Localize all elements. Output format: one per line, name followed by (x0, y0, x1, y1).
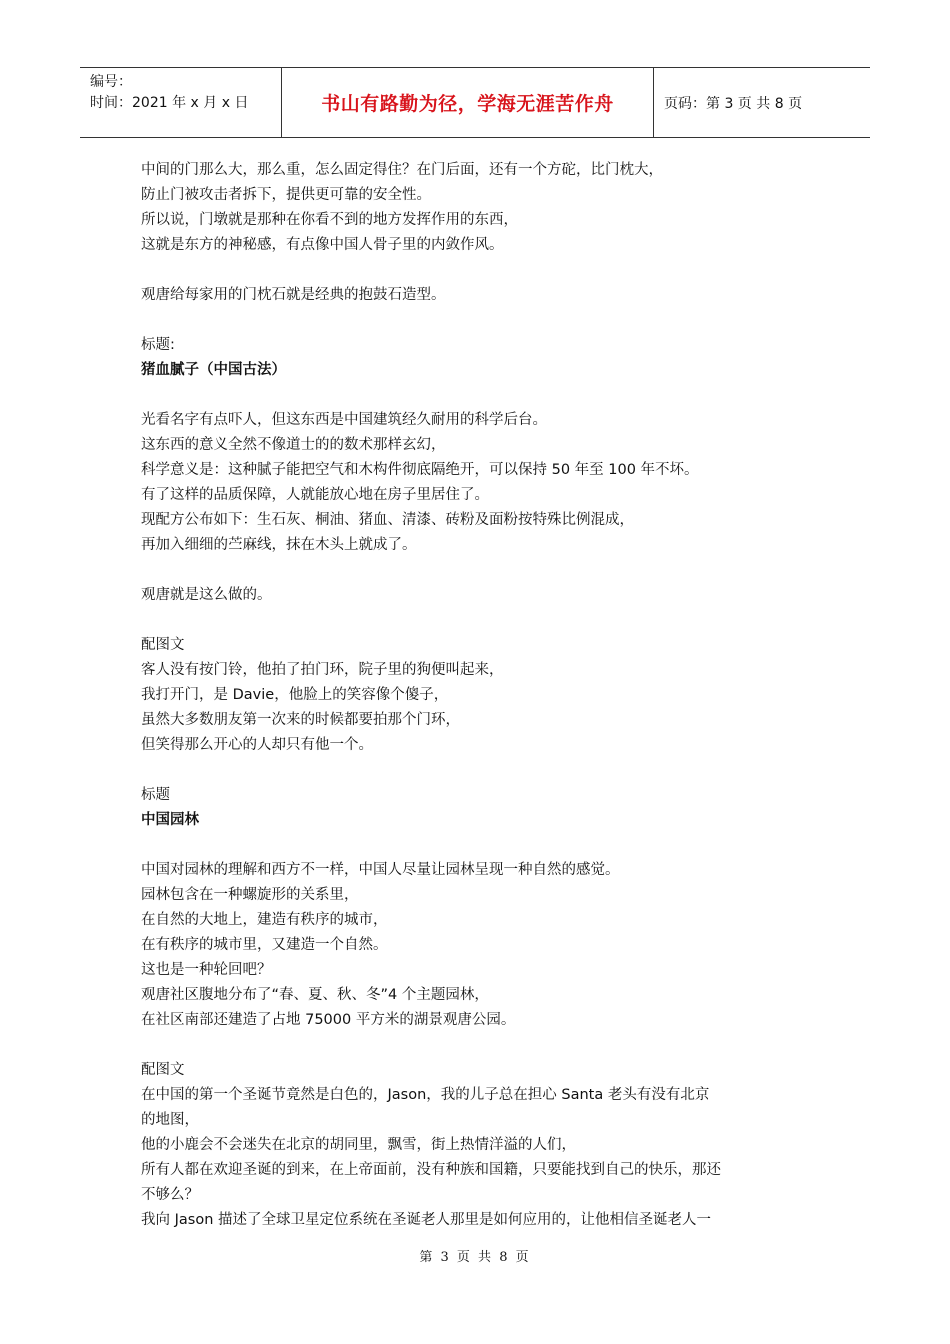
text-line: 这就是东方的神秘感，有点像中国人骨子里的内敛作风。 (141, 237, 504, 253)
document-body (141, 158, 821, 1233)
text-line: 观唐就是这么做的。 (141, 587, 272, 603)
caption-line: 客人没有按门铃，他拍了拍门环，院子里的狗便叫起来， (141, 662, 504, 678)
spacer (141, 308, 821, 333)
page-footer: 第 3 页 共 8 页 (419, 1250, 531, 1265)
spacer (141, 833, 821, 858)
section-title: 中国园林 (141, 812, 199, 828)
text-line: 现配方公布如下：生石灰、桐油、猪血、清漆、砖粉及面粉按特殊比例混成， (141, 512, 634, 528)
text-line: 有了这样的品质保障，人就能放心地在房子里居住了。 (141, 487, 489, 503)
spacer (141, 608, 821, 633)
text-line: 所以说，门墩就是那种在你看不到的地方发挥作用的东西， (141, 212, 518, 228)
header-motto: 书山有路勤为径，学海无涯苦作舟 (282, 68, 654, 137)
spacer (141, 383, 821, 408)
section-title: 猪血腻子（中国古法） (141, 362, 286, 378)
text-line: 在有秩序的城市里，又建造一个自然。 (141, 937, 388, 953)
caption-line: 我打开门，是 Davie，他脸上的笑容像个傻子， (141, 687, 449, 703)
section-label: 标题 (141, 787, 170, 803)
text-line: 中间的门那么大，那么重，怎么固定得住？在门后面，还有一个方砣，比门枕大， (141, 162, 663, 178)
text-line: 科学意义是：这种腻子能把空气和木构件彻底隔绝开，可以保持 50 年至 100 年不坏。 (141, 462, 699, 478)
header-meta (80, 68, 282, 137)
text-line: 园林包含在一种螺旋形的关系里， (141, 887, 359, 903)
caption-line: 他的小鹿会不会迷失在北京的胡同里，飘雪，街上热情洋溢的人们， (141, 1137, 576, 1153)
caption-line: 在中国的第一个圣诞节竟然是白色的，Jason，我的儿子总在担心 Santa 老头有没有北京 (141, 1087, 710, 1103)
caption-line: 所有人都在欢迎圣诞的到来，在上帝面前，没有种族和国籍，只要能找到自己的快乐，那还 (141, 1162, 721, 1178)
text-line: 防止门被攻击者拆下，提供更可靠的安全性。 (141, 187, 431, 203)
caption-label: 配图文 (141, 637, 185, 653)
spacer (141, 558, 821, 583)
caption-label: 配图文 (141, 1062, 185, 1078)
header-page-info: 页码：第 3 页 共 8 页 (664, 95, 803, 112)
caption-line: 我向 Jason 描述了全球卫星定位系统在圣诞老人那里是如何应用的，让他相信圣诞老人一 (141, 1212, 711, 1228)
caption-line: 不够么？ (141, 1187, 199, 1203)
text-line: 这东西的意义全然不像道士的的数术那样玄幻， (141, 437, 446, 453)
spacer (141, 758, 821, 783)
spacer (141, 258, 821, 283)
text-line: 在自然的大地上，建造有秩序的城市， (141, 912, 388, 928)
text-line: 再加入细细的苎麻线，抹在木头上就成了。 (141, 537, 417, 553)
text-line: 在社区南部还建造了占地 75000 平方米的湖景观唐公园。 (141, 1012, 516, 1028)
caption-line: 但笑得那么开心的人却只有他一个。 (141, 737, 373, 753)
page-header (80, 67, 870, 138)
text-line: 光看名字有点吓人，但这东西是中国建筑经久耐用的科学后台。 (141, 412, 547, 428)
caption-line: 的地图， (141, 1112, 199, 1128)
number-label: 编号： (90, 74, 132, 90)
text-line: 观唐给每家用的门枕石就是经典的抱鼓石造型。 (141, 287, 446, 303)
text-line: 中国对园林的理解和西方不一样，中国人尽量让园林呈现一种自然的感觉。 (141, 862, 620, 878)
text-line: 这也是一种轮回吧？ (141, 962, 272, 978)
spacer (141, 1033, 821, 1058)
date-label: 时间：2021 年 x 月 x 日 (90, 95, 249, 111)
caption-line: 虽然大多数朋友第一次来的时候都要拍那个门环， (141, 712, 460, 728)
section-label: 标题: (141, 337, 175, 353)
text-line: 观唐社区腹地分布了“春、夏、秋、冬”4 个主题园林， (141, 987, 489, 1003)
